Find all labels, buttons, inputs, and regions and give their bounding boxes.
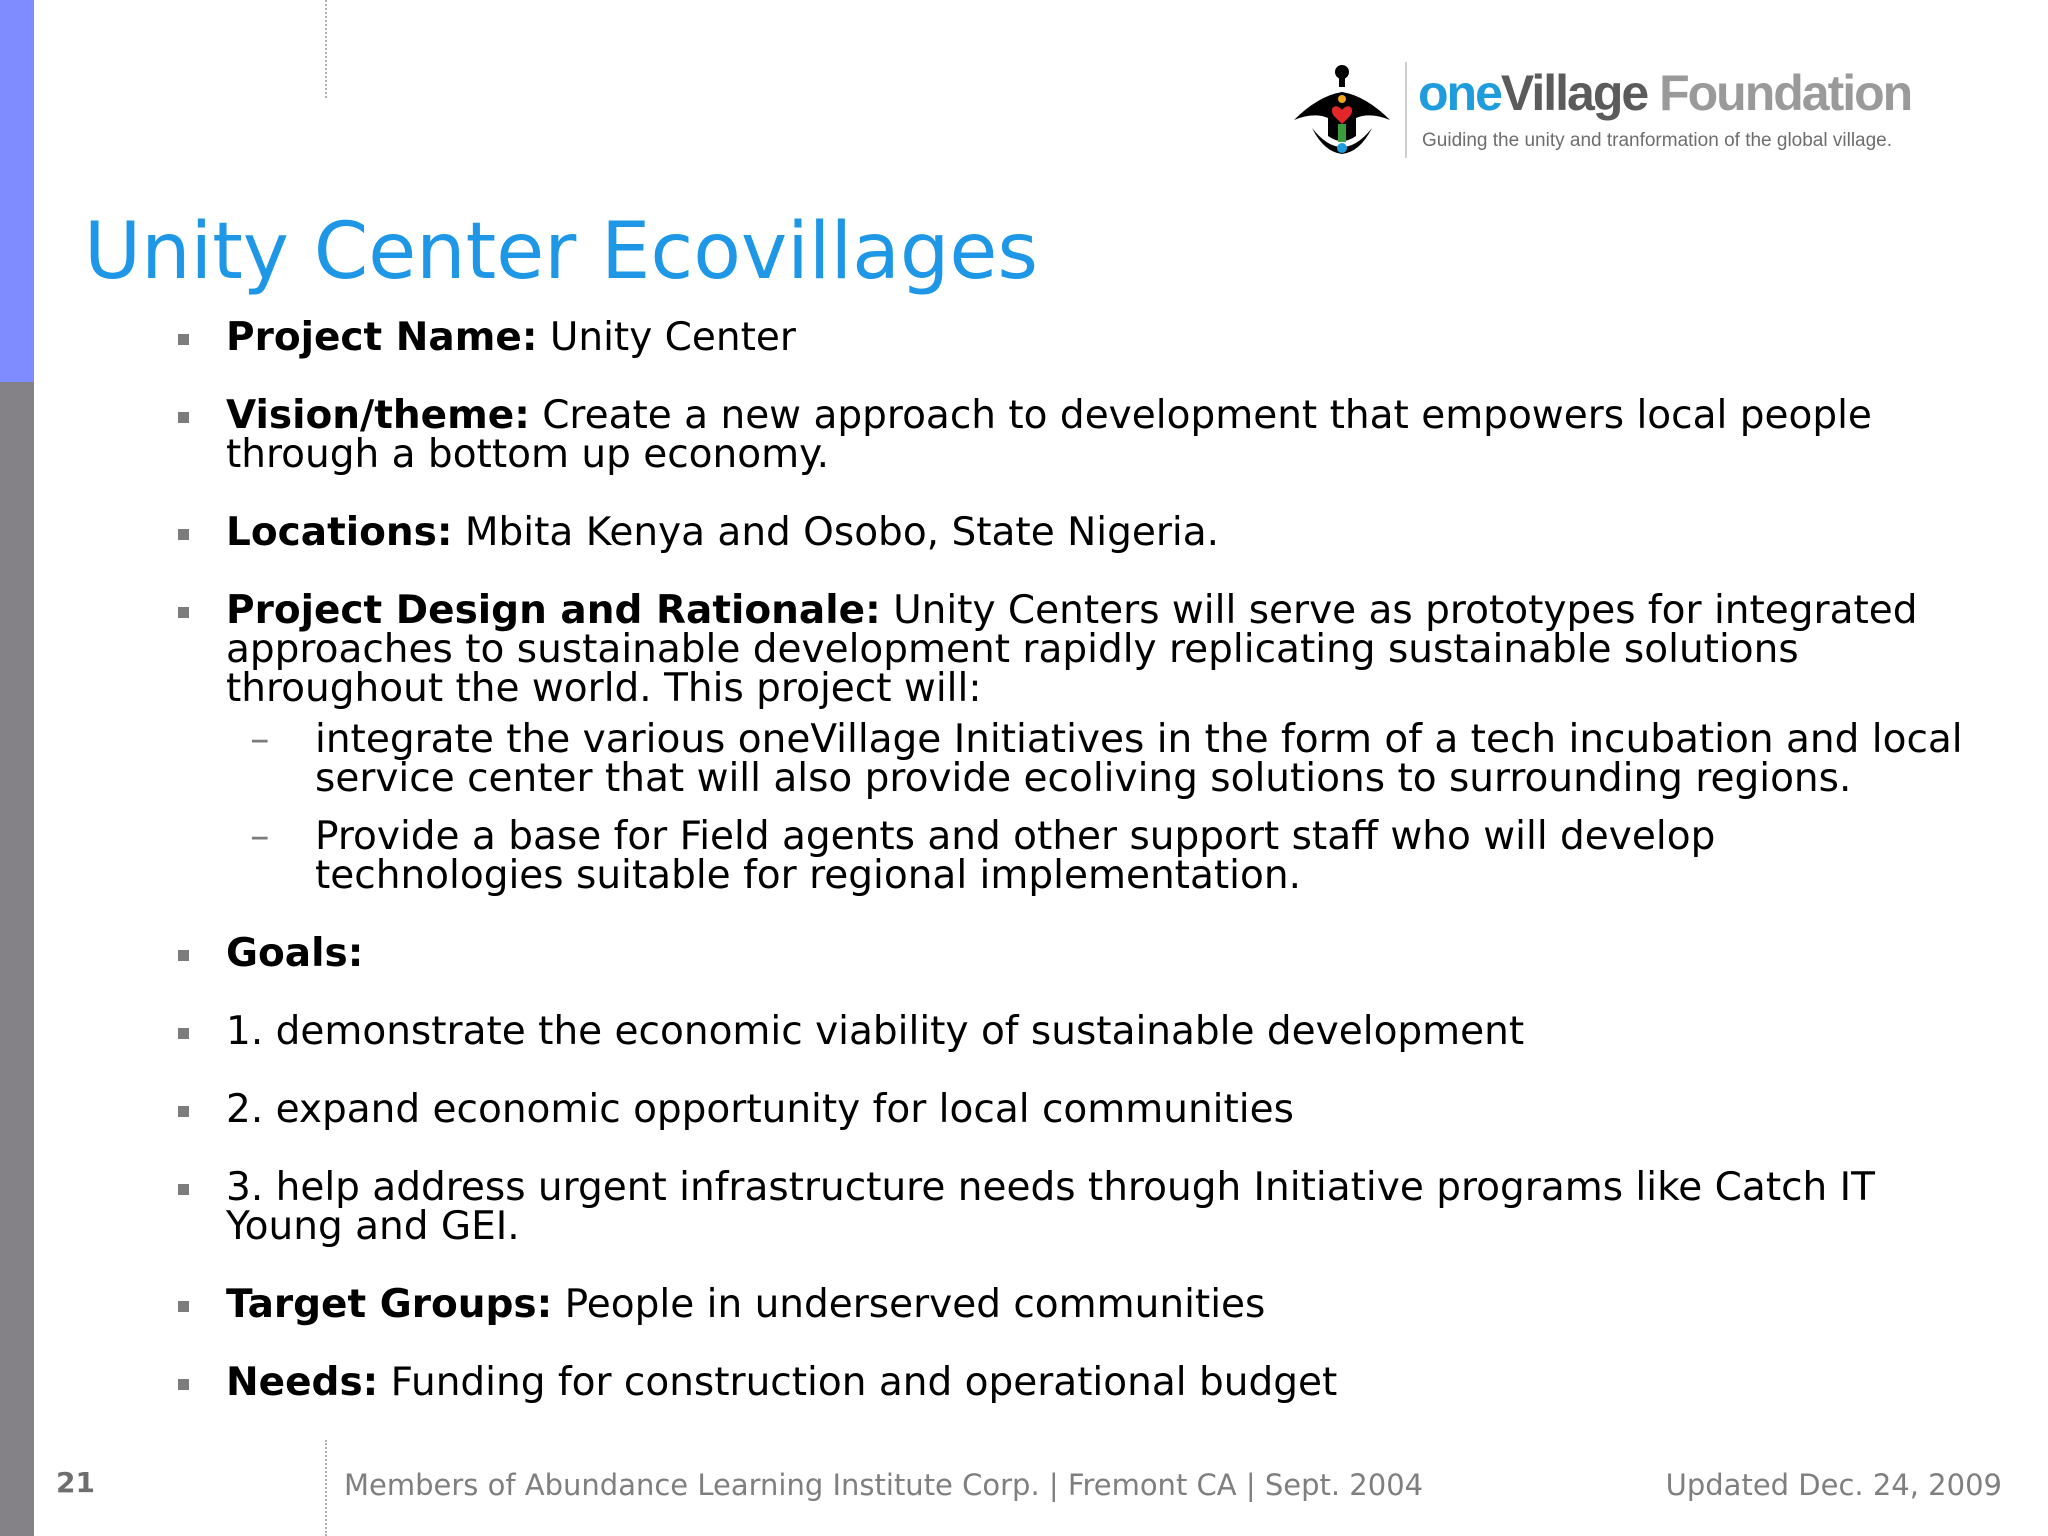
logo-wordmark: oneVillage Foundation	[1418, 65, 1912, 121]
footer-organization: Members of Abundance Learning Institute Corp. | Fremont CA | Sept. 2004	[344, 1468, 1424, 1502]
bullet-text: 3. help address urgent infrastructure needs through Initiative programs like Catch IT Young and GEI.	[226, 1165, 1875, 1249]
slide-title: Unity Center Ecovillages	[84, 207, 1039, 297]
bullet-text: Mbita Kenya and Osobo, State Nigeria.	[452, 510, 1220, 555]
square-bullet-icon	[178, 607, 189, 618]
side-accent-bar-bottom	[0, 382, 34, 1536]
divider-line-top	[325, 0, 327, 98]
square-bullet-icon	[178, 412, 189, 423]
dash-bullet-icon: –	[250, 717, 270, 762]
bullet-item	[176, 1087, 1976, 1132]
square-bullet-icon	[178, 529, 189, 540]
sub-bullet-item	[226, 717, 1976, 801]
logo-separator	[1405, 62, 1407, 158]
page-number: 21	[56, 1466, 95, 1499]
bullet-item	[176, 931, 1976, 976]
footer-updated-date: Updated Dec. 24, 2009	[1665, 1468, 2002, 1502]
square-bullet-icon	[178, 950, 189, 961]
square-bullet-icon	[178, 1184, 189, 1195]
bullet-text: 2. expand economic opportunity for local communities	[226, 1087, 1294, 1132]
bullet-label: Goals:	[226, 931, 364, 976]
onevillage-emblem-icon	[1290, 62, 1394, 162]
onevillage-logo	[1290, 62, 2010, 162]
bullet-label: Needs:	[226, 1360, 379, 1405]
sub-bullet-text: Provide a base for Field agents and other support staff who will develop technologies suitable for regional implementation.	[315, 814, 1716, 898]
square-bullet-icon	[178, 1301, 189, 1312]
bullet-list	[176, 315, 1976, 1441]
sub-bullet-list	[226, 717, 1976, 898]
square-bullet-icon	[178, 1028, 189, 1039]
bullet-text: Unity Centers will serve as prototypes for integrated approaches to sustainable development rapidly replicating sustainable solutions throughout the world. This project will:	[226, 588, 1918, 711]
side-accent-bar-top	[0, 0, 34, 382]
bullet-item	[176, 393, 1976, 477]
square-bullet-icon	[178, 1106, 189, 1117]
divider-line-bottom	[325, 1440, 327, 1536]
square-bullet-icon	[178, 334, 189, 345]
sub-bullet-text: integrate the various oneVillage Initiatives in the form of a tech incubation and local service center that will also provide ecoliving solutions to surrounding regions.	[315, 717, 1963, 801]
bullet-item	[176, 1282, 1976, 1327]
bullet-item	[176, 1165, 1976, 1249]
bullet-item	[176, 315, 1976, 360]
bullet-label: Project Design and Rationale:	[226, 588, 881, 633]
bullet-label: Vision/theme:	[226, 393, 530, 438]
bullet-text: People in underserved communities	[552, 1282, 1266, 1327]
bullet-text: 1. demonstrate the economic viability of sustainable development	[226, 1009, 1525, 1054]
square-bullet-icon	[178, 1379, 189, 1390]
bullet-item	[176, 1360, 1976, 1405]
bullet-text: Create a new approach to development that empowers local people through a bottom up economy.	[226, 393, 1872, 477]
bullet-label: Project Name:	[226, 315, 538, 360]
dash-bullet-icon: –	[250, 814, 270, 859]
logo-tagline: Guiding the unity and tranformation of the global village.	[1422, 130, 1893, 151]
bullet-item	[176, 510, 1976, 555]
bullet-item	[176, 588, 1976, 898]
bullet-text: Unity Center	[537, 315, 796, 360]
bullet-label: Target Groups:	[226, 1282, 553, 1327]
bullet-label: Locations:	[226, 510, 453, 555]
bullet-text: Funding for construction and operational budget	[378, 1360, 1338, 1405]
bullet-item	[176, 1009, 1976, 1054]
sub-bullet-item	[226, 814, 1976, 898]
